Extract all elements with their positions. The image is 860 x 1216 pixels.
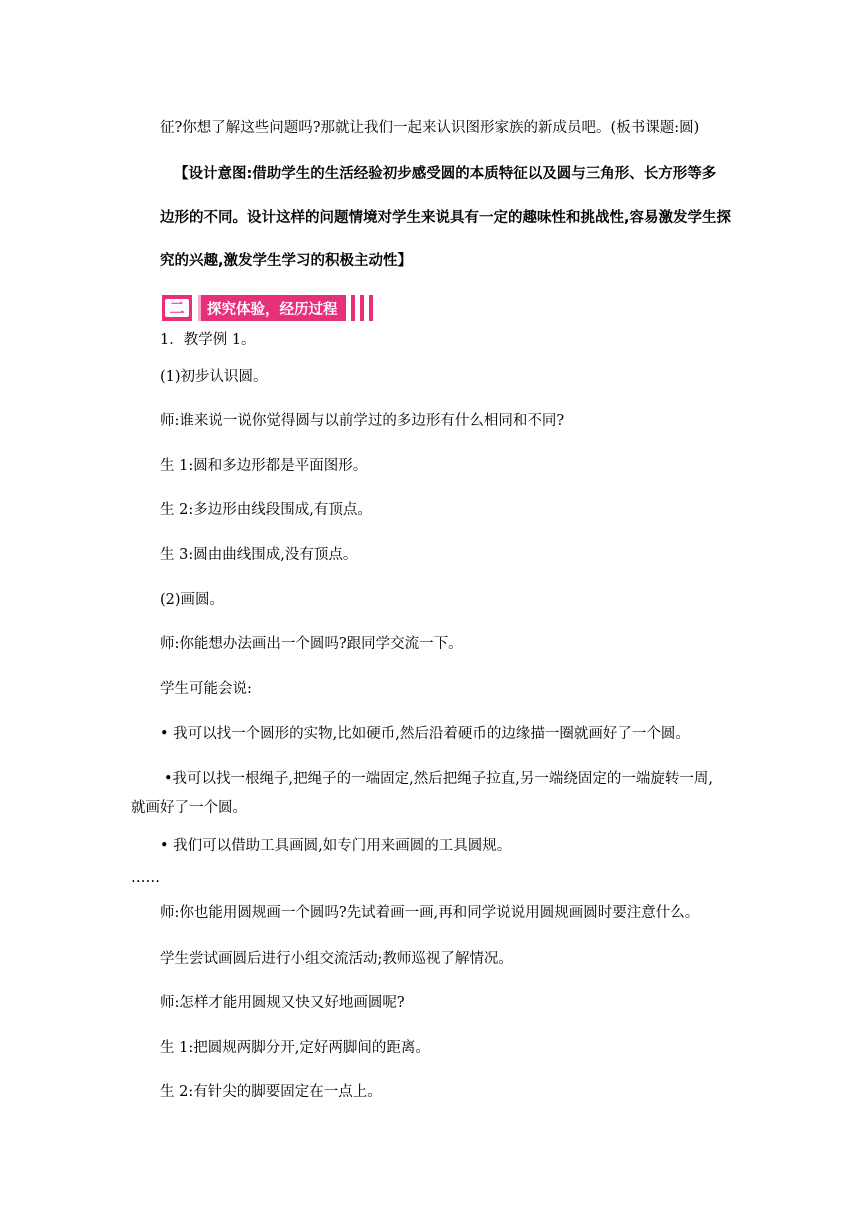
intro-line: 征?你想了解这些问题吗?那就让我们一起来认识图形家族的新成员吧。(板书课题:圆) [160, 120, 700, 136]
section-number: 二 [165, 299, 189, 317]
paragraph: 生 3:圆由曲线围成,没有顶点。 [160, 547, 358, 563]
bullet-item: •我可以找一根绳子,把绳子的一端固定,然后把绳子拉直,另一端绕固定的一端旋转一周, [164, 771, 713, 787]
banner-stripe [351, 295, 355, 321]
bullet-item: • 我们可以借助工具画圆,如专门用来画圆的工具圆规。 [160, 838, 512, 854]
section-banner [162, 295, 398, 321]
banner-stripe [360, 295, 364, 321]
paragraph: 学生尝试画圆后进行小组交流活动;教师巡视了解情况。 [160, 951, 513, 967]
paragraph: 师:怎样才能用圆规又快又好地画圆呢? [160, 995, 405, 1011]
paragraph: 学生可能会说: [160, 681, 252, 697]
design-intent-line-1: 【设计意图:借助学生的生活经验初步感受圆的本质特征以及圆与三角形、长方形等多 [174, 166, 717, 182]
design-intent-line-2: 边形的不同。设计这样的问题情境对学生来说具有一定的趣味性和挑战性,容易激发学生探 [160, 210, 732, 226]
banner-stripe [369, 295, 373, 321]
paragraph: 生 1:把圆规两脚分开,定好两脚间的距离。 [160, 1040, 430, 1056]
bullet-item: • 我可以找一个圆形的实物,比如硬币,然后沿着硬币的边缘描一圈就画好了一个圆。 [160, 726, 690, 742]
paragraph: 师:你也能用圆规画一个圆吗?先试着画一画,再和同学说说用圆规画圆时要注意什么。 [160, 905, 700, 921]
subheading: (2)画圆。 [160, 592, 225, 608]
example-heading: 1．教学例 1。 [160, 332, 256, 348]
paragraph: 生 2:多边形由线段围成,有顶点。 [160, 502, 372, 518]
paragraph: 生 1:圆和多边形都是平面图形。 [160, 458, 368, 474]
section-number-badge [162, 295, 192, 321]
section-title: 探究体验，经历过程 [198, 295, 346, 321]
paragraph: 师:谁来说一说你觉得圆与以前学过的多边形有什么相同和不同? [160, 413, 565, 429]
paragraph: 生 2:有针尖的脚要固定在一点上。 [160, 1084, 382, 1100]
paragraph: 师:你能想办法画出一个圆吗?跟同学交流一下。 [160, 636, 463, 652]
subheading: (1)初步认识圆。 [160, 369, 268, 385]
design-intent-line-3: 究的兴趣,激发学生学习的积极主动性】 [160, 253, 413, 269]
bullet-item-continuation: 就画好了一个圆。 [131, 800, 247, 816]
ellipsis: …… [131, 870, 160, 886]
